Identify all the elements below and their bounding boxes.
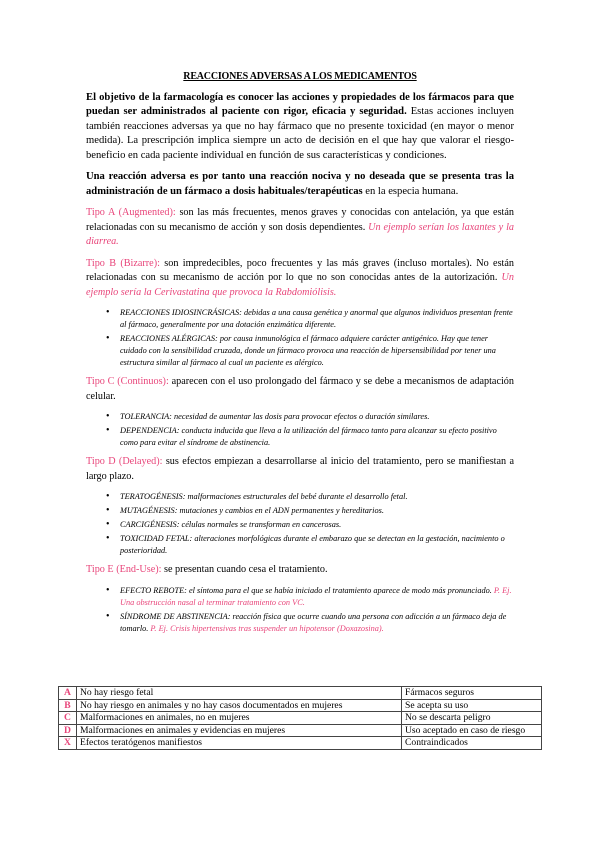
bullet-text: CARCIGÉNESIS: células normales se transforman en cancerosas. bbox=[120, 520, 342, 529]
type-example: Un ejemplo sería la Cerivastatina que provoca la Rabdomiólisis. bbox=[86, 272, 514, 298]
risk-recommendation: Contraindicados bbox=[402, 737, 542, 750]
bullet-item bbox=[120, 519, 514, 531]
bullet-item bbox=[120, 307, 514, 331]
type-bullet-list bbox=[86, 307, 514, 369]
table-row bbox=[59, 699, 542, 712]
bullet-item bbox=[120, 533, 514, 557]
definition-paragraph bbox=[86, 170, 514, 199]
document-page bbox=[86, 70, 514, 641]
type-bullet-list bbox=[86, 491, 514, 557]
risk-description: Malformaciones en animales y evidencias en mujeres bbox=[77, 724, 402, 737]
type-description: aparecen con el uso prolongado del fármaco y se debe a mecanismos de adaptación celular. bbox=[86, 376, 514, 402]
type-label: Tipo A (Augmented): bbox=[86, 207, 176, 218]
type-paragraph bbox=[86, 206, 514, 250]
bullet-item bbox=[120, 333, 514, 369]
bullet-item bbox=[120, 505, 514, 517]
type-label: Tipo E (End-Use): bbox=[86, 564, 162, 575]
bullet-text: DEPENDENCIA: conducta inducida que lleva a la utilización del fármaco tanto para alcanzar su efecto positivo como para evitar el síndrome de abstinencia. bbox=[120, 426, 497, 447]
bullet-text: SÍNDROME DE ABSTINENCIA: reacción física que ocurre cuando una persona con adicción a un fármaco deja de tomarlo. bbox=[120, 611, 507, 633]
bullet-text: TOXICIDAD FETAL: alteraciones morfológicas durante el embarazo que se detectan en la gestación, nacimiento o posterioridad. bbox=[120, 534, 505, 555]
bullet-item bbox=[120, 491, 514, 503]
table-row bbox=[59, 724, 542, 737]
risk-category: B bbox=[59, 699, 77, 712]
intro-bold: El objetivo de la farmacología es conocer las acciones y propiedades de los fármacos para que puedan ser administrados al paciente con rigor, eficacia y seguridad. bbox=[86, 91, 514, 117]
bullet-text: EFECTO REBOTE: el síntoma para el que se había iniciado el tratamiento aparece de modo más pronunciado. bbox=[120, 585, 492, 595]
intro-paragraph bbox=[86, 91, 514, 164]
risk-recommendation: Fármacos seguros bbox=[402, 687, 542, 700]
type-label: Tipo D (Delayed): bbox=[86, 456, 163, 467]
bullet-text: MUTAGÉNESIS: mutaciones y cambios en el ADN permanentes y hereditarios. bbox=[120, 506, 384, 515]
table-row bbox=[59, 712, 542, 725]
risk-recommendation: No se descarta peligro bbox=[402, 712, 542, 725]
type-label: Tipo C (Continuos): bbox=[86, 376, 169, 387]
risk-description: Efectos teratógenos manifiestos bbox=[77, 737, 402, 750]
type-description: sus efectos empiezan a desarrollarse al inicio del tratamiento, pero se manifiestan a largo plazo. bbox=[86, 456, 514, 482]
intro-text: Estas acciones incluyen también reacciones adversas ya que no hay fármaco que no presente toxicidad (en mayor o menor medida). La prescripción implica siempre un acto de decisión en el que hay que valorar el riesgo-beneficio en cada paciente individual en función de sus características y condiciones. bbox=[86, 106, 514, 161]
bullet-text: REACCIONES IDIOSINCRÁSICAS: debidas a una causa genética y anormal que algunos individuos presentan frente al fármaco, generalmente por una dotación enzimática diferente. bbox=[120, 308, 513, 329]
type-description: son las más frecuentes, menos graves y conocidas con antelación, ya que están relacionadas con su mecanismo de acción y son dosis dependientes. bbox=[86, 207, 514, 233]
type-paragraph bbox=[86, 563, 514, 578]
bullet-item bbox=[120, 611, 514, 635]
bullet-example: P. Ej. Una obstrucción nasal al terminar tratamiento con VC. bbox=[120, 585, 512, 607]
bullet-item bbox=[120, 585, 514, 609]
page-title: REACCIONES ADVERSAS A LOS MEDICAMENTOS bbox=[183, 71, 417, 82]
bullet-text: REACCIONES ALÉRGICAS: por causa inmunológica el fármaco adquiere carácter antigénico. Hay que tener cuidado con la sensibilidad cruzada, donde un fármaco provoca una reacción de hipersensibilidad por tener una estructura similar al fármaco al cual un paciente es alérgico. bbox=[120, 334, 496, 367]
risk-description: No hay riesgo fetal bbox=[77, 687, 402, 700]
table-row bbox=[59, 737, 542, 750]
type-description: se presentan cuando cesa el tratamiento. bbox=[161, 564, 328, 575]
type-description: son impredecibles, poco frecuentes y las más graves (incluso mortales). No están relacionadas con su mecanismo de acción por lo que no son conocidas antes de la autorización. bbox=[86, 257, 514, 283]
bullet-text: TOLERANCIA: necesidad de aumentar las dosis para provocar efectos o duración similares. bbox=[120, 412, 430, 421]
type-paragraph bbox=[86, 455, 514, 484]
bullet-text: TERATOGÉNESIS: malformaciones estructurales del bebé durante el desarrollo fetal. bbox=[120, 492, 408, 501]
risk-recommendation: Se acepta su uso bbox=[402, 699, 542, 712]
bullet-example: P. Ej. Crisis hipertensivas tras suspender un hipotensor (Doxazosina). bbox=[148, 623, 384, 633]
risk-category: X bbox=[59, 737, 77, 750]
type-label: Tipo B (Bizarre): bbox=[86, 257, 160, 269]
pregnancy-risk-table bbox=[58, 686, 542, 750]
risk-category: C bbox=[59, 712, 77, 725]
type-example: Un ejemplo serían los laxantes y la diarrea. bbox=[86, 221, 514, 247]
type-bullet-list bbox=[86, 585, 514, 635]
type-paragraph bbox=[86, 257, 514, 301]
risk-category: D bbox=[59, 724, 77, 737]
risk-description: Malformaciones en animales, no en mujeres bbox=[77, 712, 402, 725]
bullet-item bbox=[120, 425, 514, 449]
definition-text: en la especia humana. bbox=[362, 185, 459, 197]
bullet-item bbox=[120, 411, 514, 423]
types-section bbox=[86, 206, 514, 635]
risk-category: A bbox=[59, 687, 77, 700]
definition-bold: Una reacción adversa es por tanto una reacción nociva y no deseada que se presenta tras la administración de un fármaco a dosis habituales/terapéuticas bbox=[86, 171, 514, 197]
risk-recommendation: Uso aceptado en caso de riesgo bbox=[402, 724, 542, 737]
type-bullet-list bbox=[86, 411, 514, 449]
type-paragraph bbox=[86, 375, 514, 404]
table-row bbox=[59, 687, 542, 700]
risk-description: No hay riesgo en animales y no hay casos documentados en mujeres bbox=[77, 699, 402, 712]
